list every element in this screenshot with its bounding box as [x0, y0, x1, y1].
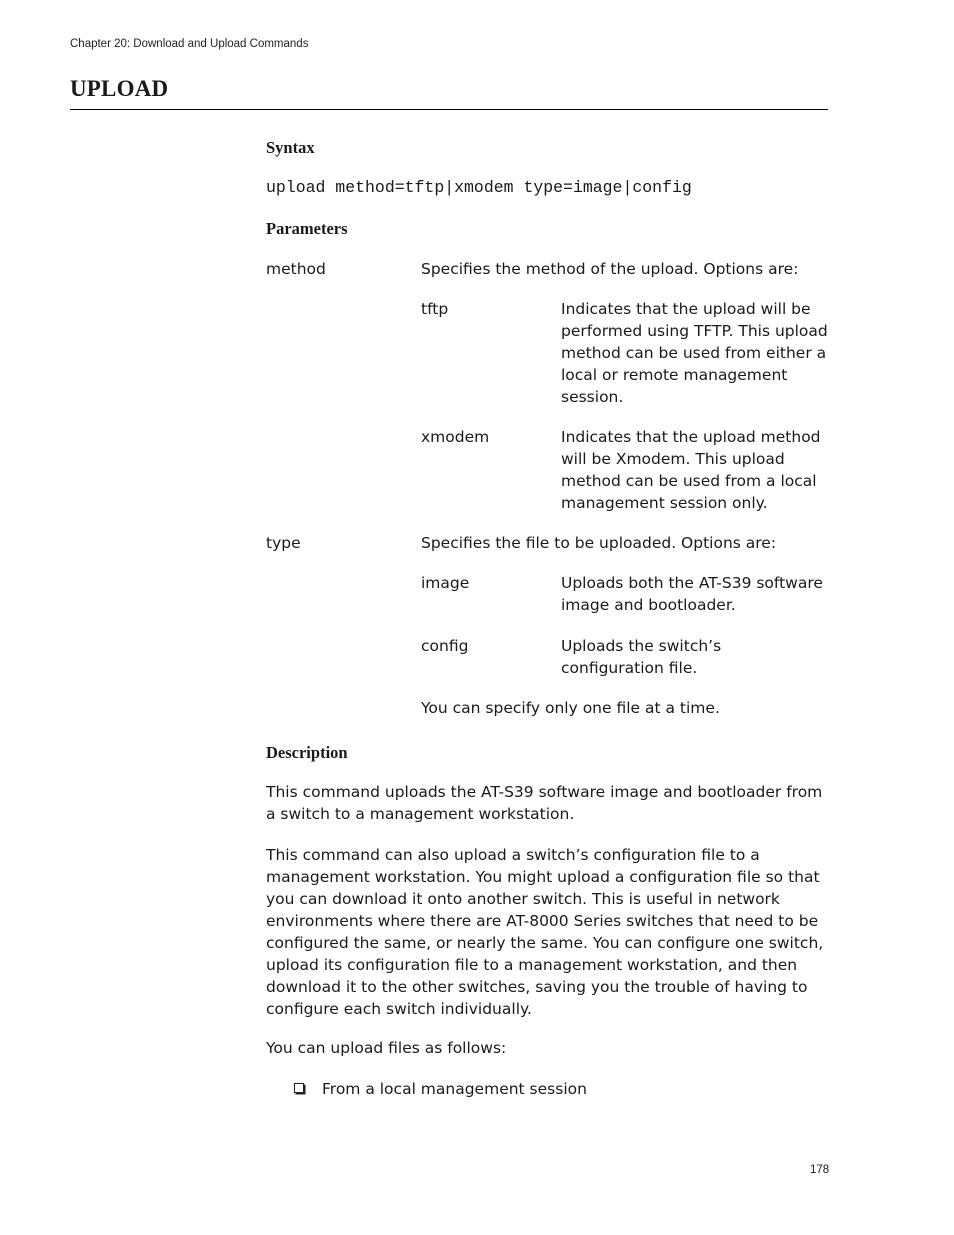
syntax-heading: Syntax — [266, 138, 315, 157]
option-xmodem-name: xmodem — [421, 428, 490, 446]
description-paragraph: You can upload files as follows: — [266, 1039, 507, 1057]
option-config-name: config — [421, 637, 469, 655]
list-item: From a local management session — [322, 1080, 587, 1098]
title-rule — [70, 109, 828, 110]
option-image-name: image — [421, 574, 470, 592]
option-tftp-name: tftp — [421, 300, 449, 318]
syntax-command: upload method=tftp|xmodem type=image|config — [266, 178, 692, 197]
type-note: You can specify only one file at a time. — [421, 699, 720, 717]
page-number: 178 — [810, 1164, 830, 1176]
param-type-name: type — [266, 534, 301, 552]
description-paragraph: This command can also upload a switch’s configuration file to a management workstation. You might upload a configuration file so that you can download it onto another switch. This is useful in network environments where there are AT-8000 Series switches that need to be configured the same, or nearly the same. You can configure one switch, upload its configuration file to a management workstation, and then download it to the other switches, saving you the trouble of having to configure each switch individually. — [266, 846, 824, 1018]
running-header: Chapter 20: Download and Upload Commands — [70, 38, 309, 50]
param-type-desc: Specifies the file to be uploaded. Options are: — [421, 534, 777, 552]
description-paragraph: This command uploads the AT-S39 software image and bootloader from a switch to a management workstation. — [266, 783, 823, 823]
checkbox-bullet-icon — [294, 1083, 304, 1093]
option-tftp-desc: Indicates that the upload will be performed using TFTP. This upload method can be used from either a local or remote management session. — [561, 300, 828, 406]
section-title: UPLOAD — [70, 76, 169, 101]
param-method-desc: Specifies the method of the upload. Options are: — [421, 260, 799, 278]
param-method-name: method — [266, 260, 326, 278]
description-heading: Description — [266, 743, 348, 762]
option-config-desc: Uploads the switch’s configuration file. — [561, 637, 722, 677]
option-image-desc: Uploads both the AT-S39 software image and bootloader. — [561, 574, 823, 614]
parameters-heading: Parameters — [266, 219, 348, 238]
option-xmodem-desc: Indicates that the upload method will be Xmodem. This upload method can be used from a local management session only. — [561, 428, 821, 512]
